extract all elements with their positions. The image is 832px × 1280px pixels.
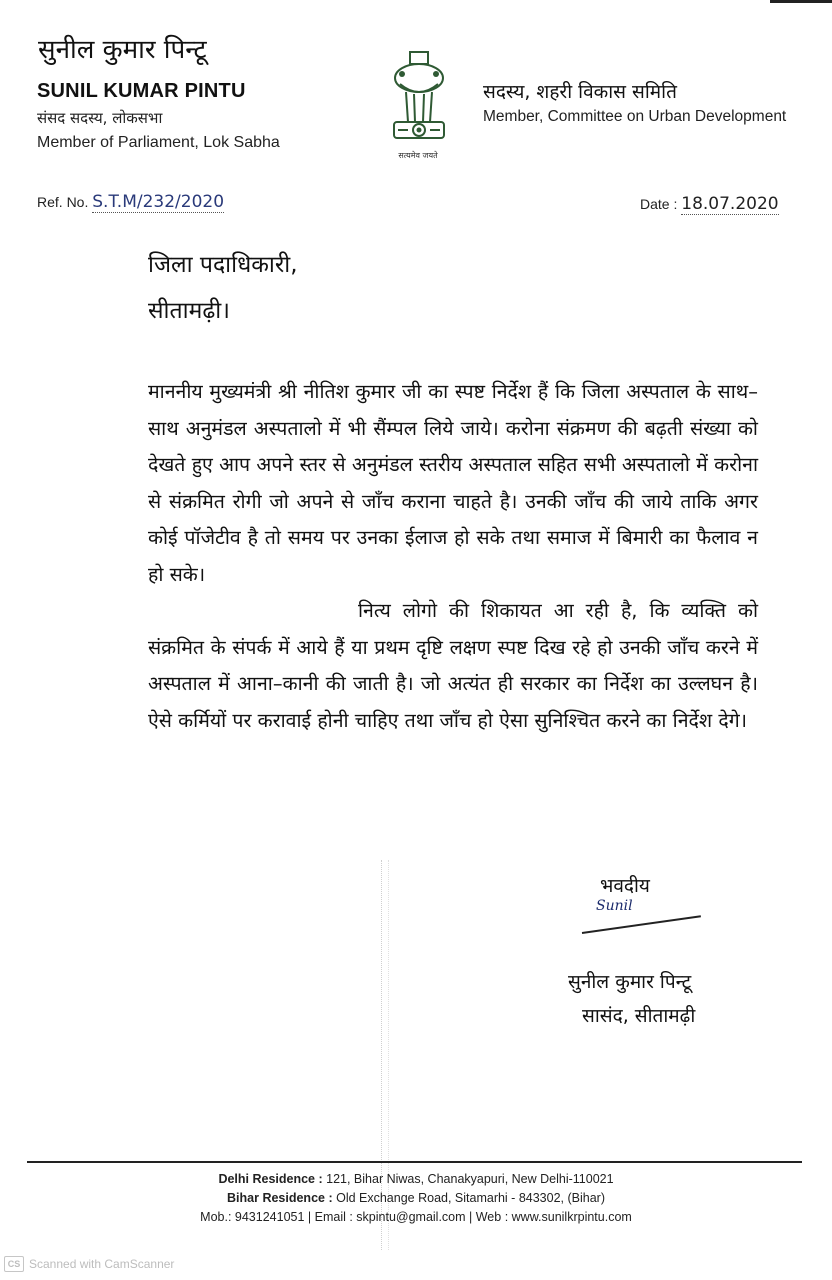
signatory-name: सुनील कुमार पिन्टू [568, 971, 692, 993]
signature-underline [582, 915, 701, 934]
footer-delhi-value: 121, Bihar Niwas, Chanakyapuri, New Delhi-110021 [326, 1172, 614, 1186]
sender-designation-hindi: संसद सदस्य, लोकसभा [37, 109, 163, 127]
letter-date [640, 194, 779, 214]
reference-value: S.T.M/232/2020 [92, 192, 225, 212]
footer-delhi-label: Delhi Residence : [218, 1172, 323, 1186]
camscanner-logo-icon: CS [4, 1256, 24, 1272]
addressee-block [148, 242, 298, 334]
letter-body [148, 374, 758, 739]
national-emblem-icon [388, 48, 450, 148]
committee-hindi: सदस्य, शहरी विकास समिति [483, 81, 677, 103]
sender-designation-english: Member of Parliament, Lok Sabha [37, 134, 280, 151]
reference-label: Ref. No. [37, 194, 89, 210]
closing-salutation: भवदीय [600, 875, 650, 897]
signatory-title: सासंद, सीतामढ़ी [582, 1005, 696, 1027]
footer-bihar-label: Bihar Residence : [227, 1191, 333, 1205]
footer-bihar-value: Old Exchange Road, Sitamarhi - 843302, (Bihar) [336, 1191, 605, 1205]
sender-name-hindi: सुनील कुमार पिन्टू [38, 35, 207, 65]
footer-divider [27, 1161, 802, 1163]
footer-bihar-address [0, 1189, 832, 1208]
date-value: 18.07.2020 [681, 194, 779, 214]
addressee-line-2: सीतामढ़ी। [148, 298, 230, 324]
handwritten-signature: Sunil [596, 898, 633, 914]
body-paragraph-2: नित्य लोगो की शिकायत आ रही है, कि व्यक्ति को संक्रमित के संपर्क में आये हैं या प्रथम दृष्टि लक्षण स्पष्ट दिख रहे हो उनकी जाँच करने में अस्पताल में आना–कानी की जाती है। जो अत्यंत ही सरकार का निर्देश का उल्लघन है। ऐसे कर्मियों पर करावाई होनी चाहिए तथा जाँच हो ऐसा सुनिश्चित करने का निर्देश देगे। [148, 599, 758, 732]
reference-number [37, 192, 224, 212]
footer-delhi-address [0, 1170, 832, 1189]
addressee-line-1: जिला पदाधिकारी, [148, 252, 298, 278]
letterhead-footer [0, 1170, 832, 1227]
date-label: Date : [640, 196, 678, 212]
committee-english: Member, Committee on Urban Development [483, 108, 787, 125]
camscanner-text: Scanned with CamScanner [29, 1257, 175, 1271]
footer-contact: Mob.: 9431241051 | Email : skpintu@gmail.com | Web : www.sunilkrpintu.com [200, 1210, 632, 1224]
emblem-motto: सत्यमेव जयते [398, 151, 438, 160]
camscanner-watermark [4, 1256, 174, 1272]
sender-name-english: SUNIL KUMAR PINTU [37, 80, 246, 102]
body-paragraph-1: माननीय मुख्यमंत्री श्री नीतिश कुमार जी का स्पष्ट निर्देश हैं कि जिला अस्पताल के साथ–साथ अनुमंडल अस्पतालो में भी सैंम्पल लिये जाये। करोना संक्रमण की बढ़ती संख्या को देखते हुए आप अपने स्तर से अनुमंडल स्तरीय अस्पताल सहित सभी अस्पतालो में करोना से संक्रमित रोगी जो अपने से जाँच कराना चाहते है। उनकी जाँच की जाये ताकि अगर कोई पॉजेटीव है तो समय पर उनका ईलाज हो सके तथा समाज में बिमारी का फैलाव न हो सके। [148, 380, 758, 586]
top-edge-bar [770, 0, 832, 3]
